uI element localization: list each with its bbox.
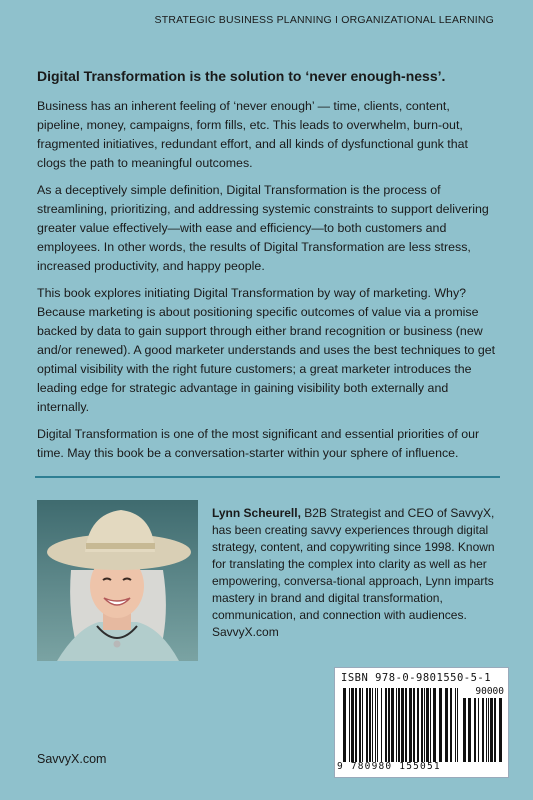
category-label: STRATEGIC BUSINESS PLANNING I ORGANIZATIONAL LEARNING — [154, 14, 494, 26]
barcode-digits: 9 780980 155051 — [337, 761, 441, 772]
paragraph-4: Digital Transformation is one of the most significant and essential priorities of our time. May this book be a conversation-starter within your sphere of influence. — [37, 427, 480, 460]
author-bio — [212, 505, 502, 641]
author-portrait-image — [37, 500, 198, 661]
headline: Digital Transformation is the solution to ‘never enough-ness’. — [37, 68, 446, 84]
isbn-barcode — [334, 667, 509, 778]
divider-line — [35, 476, 500, 478]
paragraph-3: This book explores initiating Digital Transformation by way of marketing. Why? Because marketing is about positioning specific outcomes of value via a promise backed by data to gain support through either brand recognition or business (new and/or renewed). A good marketer understands and uses the best techniques to get optimal visibility with the right future customers; a great marketer introduces the leading edge for strategic advantage in gaining visibility both externally and internally. — [37, 286, 496, 414]
price-code: 90000 — [475, 686, 504, 697]
author-photo — [37, 500, 198, 661]
barcode-icon — [343, 688, 461, 762]
price-barcode-icon — [463, 698, 503, 762]
isbn-number: ISBN 978-0-9801550-5-1 — [341, 672, 492, 684]
paragraph-1: Business has an inherent feeling of ‘never enough’ — time, clients, content, pipeline, money, campaigns, form fills, etc. This leads to overwhelm, burn-out, fragmented initiatives, redundant effort, and all kinds of dysfunctional gunk that clogs the path to meaningful outcomes. — [37, 99, 468, 170]
description-text — [37, 97, 499, 471]
author-name: Lynn Scheurell, — [212, 506, 301, 520]
paragraph-2: As a deceptively simple definition, Digital Transformation is the process of streamlining, prioritizing, and addressing systemic constraints to support delivering greater value effectively—with ease and efficiency—to both customers and employees. In other words, the results of Digital Transformation are less stress, increased productivity, and happy people. — [37, 183, 489, 273]
publisher-website: SavvyX.com — [37, 752, 107, 766]
author-description: B2B Strategist and CEO of SavvyX, has been creating savvy experiences through digital strategy, content, and copywriting since 1998. Known for translating the complex into clarity as well as her empowering, conversa-tional approach, Lynn imparts mastery in brand and digital transformation, communication, and connection with audiences. SavvyX.com — [212, 506, 495, 639]
